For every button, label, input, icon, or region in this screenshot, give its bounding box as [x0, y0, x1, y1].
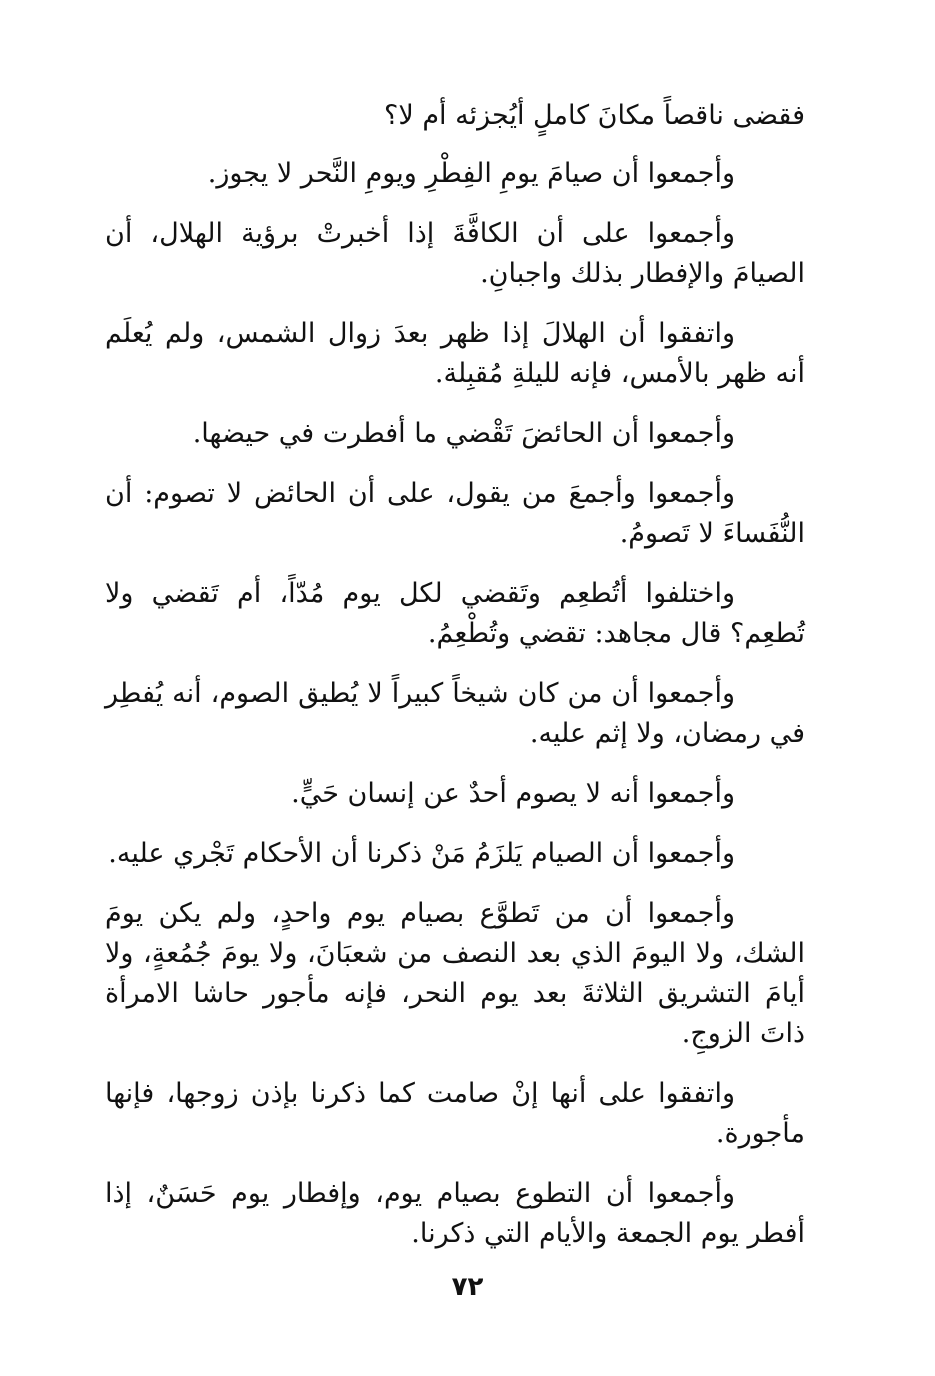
paragraph: وأجمعوا على أن الكافَّةَ إذا أخبرتْ برؤية الهلال، أن الصيامَ والإفطار بذلك واجبانِ. — [105, 218, 805, 289]
paragraph: وأجمعوا أن من تَطوَّع بصيام يوم واحدٍ، ولم يكن يومَ الشك، ولا اليومَ الذي بعد النصف من شعبَانَ، ولا يومَ جُمُعةٍ، ولا أيامَ التشريق الثلاثةَ بعد يوم النحر، فإنه مأجور حاشا الامرأة ذاتَ الزوجِ. — [105, 898, 805, 1049]
paragraph: وأجمعوا وأجمعَ من يقول، على أن الحائض لا تصوم: أن النُّفَساءَ لا تَصومُ. — [105, 478, 805, 549]
paragraph: واتفقوا على أنها إنْ صامت كما ذكرنا بإذن زوجها، فإنها مأجورة. — [105, 1078, 805, 1149]
paragraph: وأجمعوا أنه لا يصوم أحدٌ عن إنسان حَيٍّ. — [291, 778, 735, 809]
paragraph: واختلفوا أتُطعِم وتَقضي لكل يوم مُدّاً، أم تَقضي ولا تُطعِم؟ قال مجاهد: تقضي وتُطْعِمُ. — [105, 578, 805, 649]
body-text — [105, 96, 805, 1274]
paragraph: وأجمعوا أن صيامَ يومِ الفِطْرِ ويومِ النَّحر لا يجوز. — [207, 158, 735, 189]
page-number: ٧٢ — [451, 1272, 484, 1302]
paragraph-continuation: فقضى ناقصاً مكانَ كاملٍ أيُجزئه أم لا؟ — [384, 100, 805, 131]
paragraph: واتفقوا أن الهلالَ إذا ظهر بعدَ زوال الشمس، ولم يُعلَم أنه ظهر بالأمس، فإنه لليلةِ مُقبِلة. — [105, 318, 805, 389]
paragraph: وأجمعوا أن الحائضَ تَقْضي ما أفطرت في حيضها. — [192, 418, 735, 449]
paragraph: وأجمعوا أن التطوع بصيام يوم، وإفطار يوم حَسَنٌ، إذا أفطر يوم الجمعة والأيام التي ذكرنا. — [105, 1178, 805, 1249]
paragraph: وأجمعوا أن من كان شيخاً كبيراً لا يُطيق الصوم، أنه يُفطِر في رمضان، ولا إثم عليه. — [105, 678, 805, 749]
paragraph: وأجمعوا أن الصيام يَلزَمُ مَنْ ذكرنا أن الأحكام تَجْري عليه. — [108, 838, 735, 869]
